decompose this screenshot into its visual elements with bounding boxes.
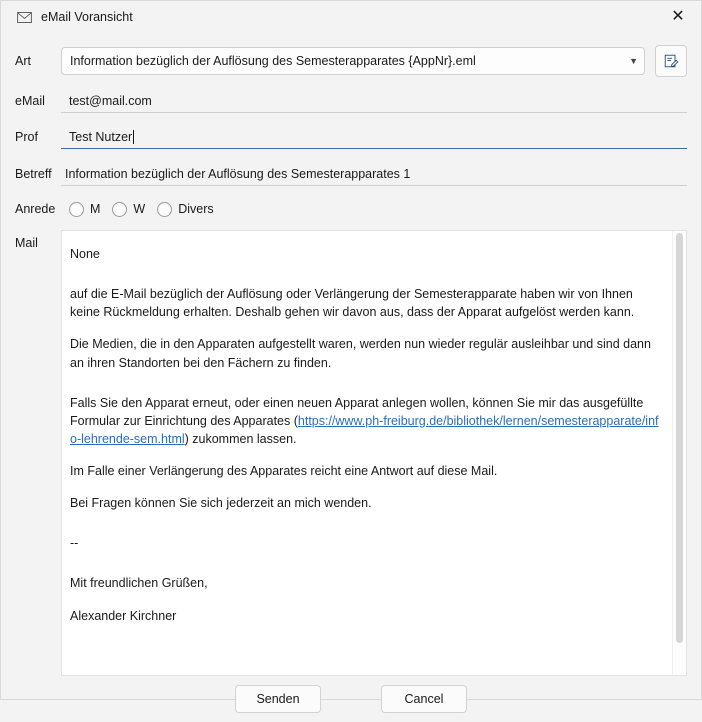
radio-anrede-w-label: W xyxy=(133,202,146,216)
mail-paragraph-formular xyxy=(70,394,664,448)
mail-scrollbar[interactable] xyxy=(672,231,686,675)
row-email xyxy=(15,88,687,114)
mail-formular-after: ) zukommen lassen. xyxy=(184,431,297,446)
window-title: eMail Voransicht xyxy=(41,10,133,24)
mail-signature-greeting: Mit freundlichen Grüßen, xyxy=(70,576,208,591)
radio-anrede-m[interactable] xyxy=(69,202,100,217)
text-caret xyxy=(133,130,134,144)
betreff-input[interactable]: Information bezüglich der Auflösung des Semesterapparates 1 xyxy=(61,162,687,186)
art-label: Art xyxy=(15,54,31,68)
mail-body-content xyxy=(62,231,686,649)
footer-buttons xyxy=(1,676,701,722)
mail-paragraph-fragen: Bei Fragen können Sie sich jederzeit an mich wenden. xyxy=(70,496,372,511)
art-combobox[interactable] xyxy=(61,47,645,75)
email-input[interactable]: test@mail.com xyxy=(61,89,687,113)
form-area xyxy=(1,33,701,676)
close-icon[interactable]: ✕ xyxy=(671,8,685,25)
mail-paragraph-medien: Die Medien, die in den Apparaten aufgestellt waren, werden nun wieder regulär ausleihbar und sind dann an ihren Standorten bei den Fächern zu finden. xyxy=(70,337,651,370)
anrede-radio-group xyxy=(61,202,226,217)
art-combobox-value: Information bezüglich der Auflösung des Semesterapparates {AppNr}.eml xyxy=(70,54,476,68)
prof-label: Prof xyxy=(15,130,38,144)
row-art xyxy=(15,45,687,77)
send-button[interactable]: Senden xyxy=(235,685,321,713)
title-bar xyxy=(1,1,701,33)
radio-anrede-w[interactable] xyxy=(112,202,145,217)
row-prof xyxy=(15,124,687,150)
edit-template-button[interactable] xyxy=(655,45,687,77)
email-label: eMail xyxy=(15,94,45,108)
radio-circle-icon xyxy=(157,202,172,217)
radio-anrede-divers-label: Divers xyxy=(178,202,214,216)
row-anrede xyxy=(15,197,687,221)
mail-paragraph-none: None xyxy=(70,247,100,261)
mail-paragraph-verlaengerung: Im Falle einer Verlängerung des Apparates reicht eine Antwort auf diese Mail. xyxy=(70,464,498,478)
mail-label: Mail xyxy=(15,236,38,250)
row-mail xyxy=(15,230,687,676)
mail-signature-separator: -- xyxy=(70,536,79,551)
formular-link[interactable]: https://www.ph-freiburg.de/bibliothek/lernen/semesterapparate/info-lehrende-sem.html xyxy=(70,413,659,446)
mail-signature-name: Alexander Kirchner xyxy=(70,608,177,623)
radio-circle-icon xyxy=(112,202,127,217)
mail-icon xyxy=(9,12,39,23)
mail-formular-before: Falls Sie den Apparat erneut, oder einen neuen Apparat anlegen wollen, können Sie mir das ausgefüllte Formular zur Einrichtung des Apparates ( xyxy=(70,395,644,428)
betreff-label: Betreff xyxy=(15,167,52,181)
radio-anrede-divers[interactable] xyxy=(157,202,213,217)
prof-input[interactable] xyxy=(61,125,687,149)
chevron-down-icon: ▼ xyxy=(629,56,638,66)
cancel-button[interactable]: Cancel xyxy=(381,685,467,713)
mail-scrollbar-thumb[interactable] xyxy=(676,233,683,643)
anrede-label: Anrede xyxy=(15,202,56,216)
prof-input-value: Test Nutzer xyxy=(69,129,133,144)
radio-anrede-m-label: M xyxy=(90,202,101,216)
radio-circle-icon xyxy=(69,202,84,217)
mail-body-textarea[interactable] xyxy=(61,230,687,676)
row-betreff xyxy=(15,161,687,187)
mail-paragraph-intro: auf die E-Mail bezüglich der Auflösung oder Verlängerung der Semesterapparate haben wir von Ihnen keine Rückmeldung erhalten. Deshalb gehen wir davon aus, dass der Apparat aufgelöst werden kann. xyxy=(70,287,635,320)
